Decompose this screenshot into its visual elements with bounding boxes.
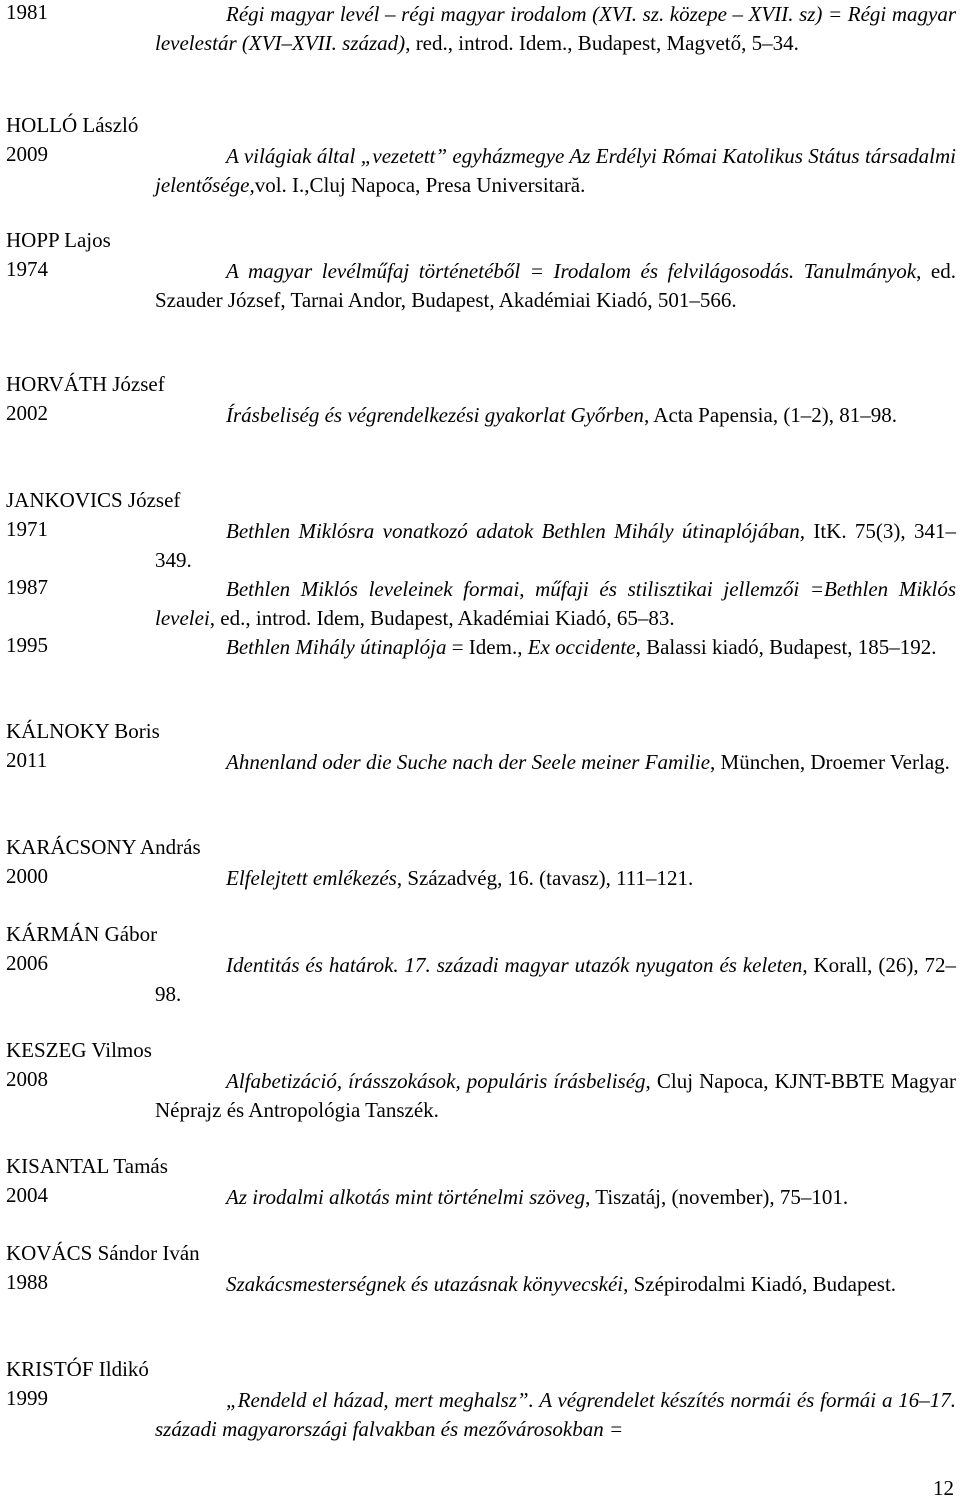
entry-details: , Századvég, 16. (tavasz), 111–121. <box>396 866 694 890</box>
entry-year: 2008 <box>6 1067 48 1091</box>
entry-title: Az irodalmi alkotás mint történelmi szöveg <box>226 1185 586 1209</box>
author-name: KRISTÓF Ildikó <box>6 1357 149 1381</box>
author-name: KESZEG Vilmos <box>6 1038 152 1062</box>
entry-details: , Korall, (26), 72–98. <box>155 953 956 1006</box>
entry-title: Identitás és határok. 17. századi magyar utazók nyugaton és keleten <box>226 953 803 977</box>
entry-text <box>155 864 956 893</box>
bibliography-entry <box>6 1183 956 1212</box>
entry-details: , red., introd. Idem., Budapest, Magvető, 5–34. <box>405 31 799 55</box>
page-number: 12 <box>933 1476 954 1500</box>
bibliography-entry <box>6 142 956 200</box>
bibliography-entry <box>6 1270 956 1299</box>
entry-details: ItK. 75(3), 341–349. <box>155 519 956 572</box>
entry-details: , München, Droemer Verlag. <box>710 750 950 774</box>
author-name: KOVÁCS Sándor Iván <box>6 1241 200 1265</box>
entry-details: = Idem., <box>446 635 528 659</box>
bibliography-entry <box>6 257 956 315</box>
entry-details: , Tiszatáj, (november), 75–101. <box>585 1185 849 1209</box>
entry-title: A világiak által „vezetett” egyházmegye Az Erdélyi Római Katolikus Státus társadalmi jelentősége, <box>155 144 956 197</box>
author-name: KISANTAL Tamás <box>6 1154 168 1178</box>
entry-year: 1974 <box>6 257 48 281</box>
entry-text <box>155 575 956 633</box>
entry-year: 2006 <box>6 951 48 975</box>
bibliography-entry <box>6 748 956 777</box>
entry-year: 1995 <box>6 633 48 657</box>
author-name: KÁRMÁN Gábor <box>6 922 158 946</box>
entry-details: , ed. Szauder József, Tarnai Andor, Budapest, Akadémiai Kiadó, 501–566. <box>155 259 956 312</box>
bibliography-entry <box>6 401 956 430</box>
entry-year: 1988 <box>6 1270 48 1294</box>
entry-details: , Balassi kiadó, Budapest, 185–192. <box>635 635 937 659</box>
entry-text <box>155 633 956 662</box>
entry-title: „Rendeld el házad, mert meghalsz”. A végrendelet készítés normái és formái a 16–17. századi magyarországi falvakban és mezővárosokban = <box>155 1388 956 1441</box>
bibliography-entry <box>6 1067 956 1125</box>
author-name: JANKOVICS József <box>6 488 181 512</box>
entry-details: , Szépirodalmi Kiadó, Budapest. <box>623 1272 897 1296</box>
bibliography-entry <box>6 1386 956 1444</box>
bibliography-entry <box>6 633 956 662</box>
entry-year: 1987 <box>6 575 48 599</box>
entry-year: 1971 <box>6 517 48 541</box>
entry-text <box>155 1386 956 1444</box>
entry-details: , Acta Papensia, (1–2), 81–98. <box>643 403 898 427</box>
author-name: KÁLNOKY Boris <box>6 719 160 743</box>
entry-title: Szakácsmesterségnek és utazásnak könyvecskéi <box>226 1272 624 1296</box>
entry-title: A magyar levélműfaj történetéből = Irodalom és felvilágosodás. Tanulmányok <box>226 259 917 283</box>
entry-title: Ex occidente <box>527 635 636 659</box>
entry-text <box>155 1270 956 1299</box>
entry-text <box>155 951 956 1009</box>
entry-year: 2004 <box>6 1183 48 1207</box>
entry-title: Bethlen Mihály útinaplója <box>226 635 447 659</box>
entry-title: Régi magyar levél – régi magyar irodalom (XVI. sz. közepe – XVII. sz) = Régi magyar levelestár (XVI–XVII. század) <box>155 2 956 55</box>
entry-text <box>155 517 956 575</box>
entry-title: Bethlen Miklós leveleinek formai, műfaji és stilisztikai jellemzői =Bethlen Miklós levelei <box>155 577 956 630</box>
entry-text <box>155 1183 956 1212</box>
bibliography-entry <box>6 575 956 633</box>
entry-text <box>155 1067 956 1125</box>
entry-year: 2002 <box>6 401 48 425</box>
bibliography-entry <box>6 951 956 1009</box>
bibliography-entry <box>6 864 956 893</box>
entry-year: 1981 <box>6 0 48 24</box>
entry-text <box>155 748 956 777</box>
author-name: KARÁCSONY András <box>6 835 201 859</box>
entry-title: Bethlen Miklósra vonatkozó adatok Bethlen Mihály útinaplójában, <box>226 519 805 543</box>
entry-details: , Cluj Napoca, KJNT-BBTE Magyar Néprajz és Antropológia Tanszék. <box>155 1069 956 1122</box>
entry-title: Ahnenland oder die Suche nach der Seele meiner Familie <box>226 750 711 774</box>
bibliography-entry <box>6 0 956 58</box>
entry-title: Alfabetizáció, írásszokások, populáris írásbeliség <box>226 1069 646 1093</box>
entry-text <box>155 257 956 315</box>
entry-year: 2000 <box>6 864 48 888</box>
author-name: HORVÁTH József <box>6 372 165 396</box>
entry-year: 1999 <box>6 1386 48 1410</box>
entry-text <box>155 401 956 430</box>
author-name: HOPP Lajos <box>6 228 111 252</box>
entry-year: 2011 <box>6 748 48 772</box>
entry-details: vol. I.,Cluj Napoca, Presa Universitară. <box>254 173 586 197</box>
entry-text <box>155 142 956 200</box>
bibliography-entry <box>6 517 956 575</box>
author-name: HOLLÓ László <box>6 113 139 137</box>
entry-details: , ed., introd. Idem, Budapest, Akadémiai Kiadó, 65–83. <box>209 606 675 630</box>
entry-title: Írásbeliség és végrendelkezési gyakorlat Győrben <box>226 403 644 427</box>
entry-text <box>155 0 956 58</box>
entry-title: Elfelejtett emlékezés <box>226 866 397 890</box>
entry-year: 2009 <box>6 142 48 166</box>
